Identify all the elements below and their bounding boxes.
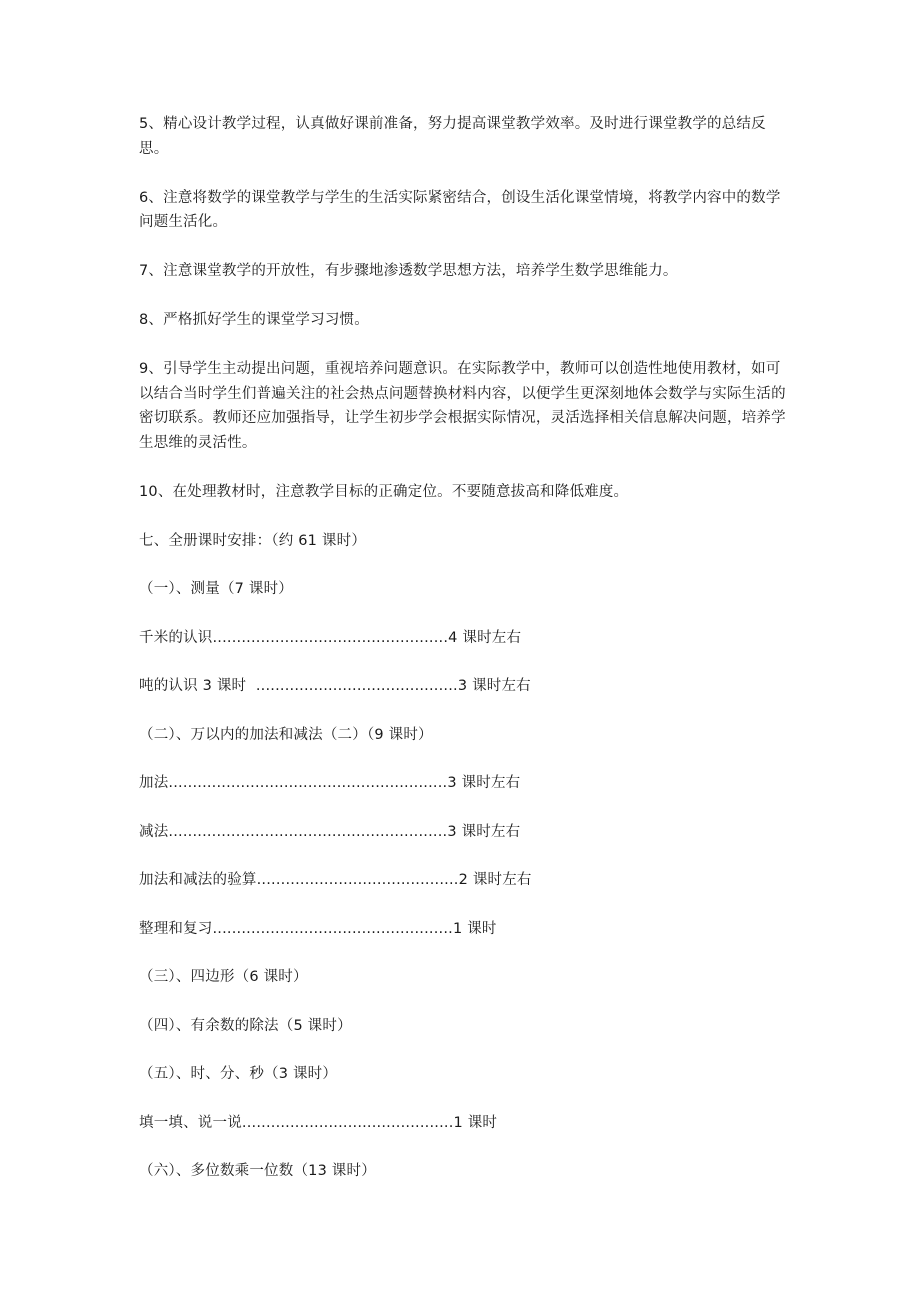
schedule-row: 加法..........................................................3 课时左右: [139, 775, 521, 791]
section-heading-schedule: 七、全册课时安排：（约 61 课时）: [139, 532, 367, 549]
paragraph-item-5: 5、精心设计教学过程，认真做好课前准备，努力提高课堂教学效率。及时进行课堂教学的总结反思。: [139, 116, 766, 157]
unit-heading-4: （四）、有余数的除法（5 课时）: [139, 1017, 352, 1034]
schedule-row: 填一填、说一说............................................1 课时: [139, 1114, 498, 1131]
schedule-row: 加法和减法的验算..........................................2 课时左右: [139, 872, 532, 888]
unit-heading-5: （五）、时、分、秒（3 课时）: [139, 1066, 338, 1082]
paragraph-item-10: 10、在处理教材时，注意教学目标的正确定位。不要随意拔高和降低难度。: [139, 483, 629, 500]
unit-heading-2: （二）、万以内的加法和减法（二）（9 课时）: [139, 726, 433, 743]
paragraph-item-7: 7、注意课堂教学的开放性，有步骤地渗透数学思想方法，培养学生数学思维能力。: [139, 263, 678, 279]
unit-heading-6: （六）、多位数乘一位数（13 课时）: [139, 1163, 376, 1179]
schedule-row: 千米的认识.................................................4 课时左右: [139, 629, 522, 646]
paragraph-item-8: 8、严格抓好学生的课堂学习习惯。: [139, 312, 369, 328]
schedule-row: 吨的认识 3 课时 ..........................................3 课时左右: [139, 678, 531, 694]
unit-heading-1: （一）、测量（7 课时）: [139, 581, 293, 597]
paragraph-item-9: 9、引导学生主动提出问题，重视培养问题意识。在实际教学中，教师可以创造性地使用教材，如可以结合当时学生们普遍关注的社会热点问题替换材料内容，以便学生更深刻地体会数学与实际生活的密切联系。教师还应加强指导，让学生初步学会根据实际情况，灵活选择相关信息解决问题，培养学生思维的灵活性。: [139, 361, 786, 451]
paragraph-item-6: 6、注意将数学的课堂教学与学生的生活实际紧密结合，创设生活化课堂情境，将教学内容中的数学问题生活化。: [139, 189, 781, 230]
unit-heading-3: （三）、四边形（6 课时）: [139, 969, 308, 985]
schedule-row: 整理和复习..................................................1 课时: [139, 920, 497, 937]
schedule-row: 减法..........................................................3 课时左右: [139, 823, 521, 840]
document-page: [139, 112, 789, 1208]
